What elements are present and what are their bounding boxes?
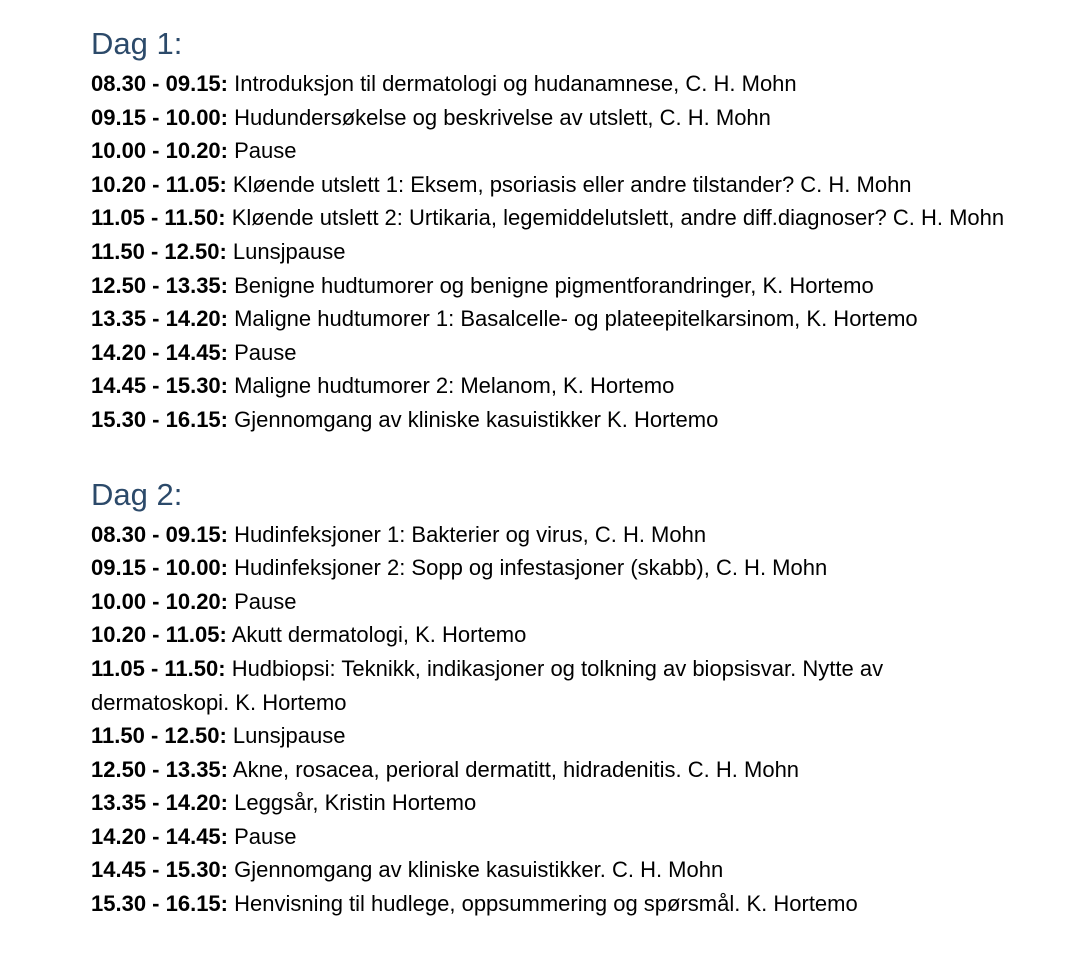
day-1-section xyxy=(91,26,1011,437)
schedule-entry xyxy=(91,336,1011,370)
entry-description: Akne, rosacea, perioral dermatitt, hidradenitis. C. H. Mohn xyxy=(232,756,800,782)
day-heading: Dag 2: xyxy=(91,476,183,512)
entry-time: 11.50 - 12.50: xyxy=(91,238,227,264)
schedule-entry xyxy=(91,853,1011,887)
entry-description: Pause xyxy=(234,588,297,614)
schedule-entry xyxy=(91,101,1011,135)
schedule-entry xyxy=(91,235,1011,269)
entry-time: 11.05 - 11.50: xyxy=(91,655,226,681)
entry-description: Gjennomgang av kliniske kasuistikker K. Hortemo xyxy=(234,406,719,432)
day-heading: Dag 1: xyxy=(91,26,183,61)
schedule-entry xyxy=(91,786,1011,820)
schedule-entry xyxy=(91,719,1011,753)
entry-description: Hudinfeksjoner 2: Sopp og infestasjoner (skabb), C. H. Mohn xyxy=(234,555,828,581)
schedule-entry xyxy=(91,403,1011,437)
entry-description: Henvisning til hudlege, oppsummering og spørsmål. K. Hortemo xyxy=(234,891,858,917)
schedule-entry xyxy=(91,269,1011,303)
entry-description: Benigne hudtumorer og benigne pigmentforandringer, K. Hortemo xyxy=(234,272,874,298)
entry-description: Pause xyxy=(234,823,297,849)
entry-time: 14.45 - 15.30: xyxy=(91,857,228,883)
schedule-entry xyxy=(91,168,1011,202)
schedule-entry xyxy=(91,820,1011,854)
entry-time: 08.30 - 09.15: xyxy=(91,521,228,547)
entry-time: 10.20 - 11.05: xyxy=(91,622,227,648)
entry-time: 12.50 - 13.35: xyxy=(91,756,228,782)
entry-description: Kløende utslett 2: Urtikaria, legemiddelutslett, andre diff.diagnoser? C. H. Mohn xyxy=(231,205,1005,231)
entry-time: 14.20 - 14.45: xyxy=(91,339,228,365)
entry-description: Kløende utslett 1: Eksem, psoriasis eller andre tilstander? C. H. Mohn xyxy=(232,171,912,197)
schedule-entry xyxy=(91,753,1011,787)
schedule-entry xyxy=(91,887,1011,921)
entry-time: 09.15 - 10.00: xyxy=(91,104,228,130)
entry-description: Hudinfeksjoner 1: Bakterier og virus, C. H. Mohn xyxy=(234,521,707,547)
entry-description: Maligne hudtumorer 1: Basalcelle- og plateepitelkarsinom, K. Hortemo xyxy=(234,306,918,332)
entry-description: Hudbiopsi: Teknikk, indikasjoner og tolkning av biopsisvar. Nytte av dermatoskopi. K. Hortemo xyxy=(91,655,884,715)
entry-time: 09.15 - 10.00: xyxy=(91,555,228,581)
entry-description: Lunsjpause xyxy=(232,238,346,264)
entry-description: Pause xyxy=(234,339,297,365)
program-content xyxy=(91,26,1011,921)
entry-description: Lunsjpause xyxy=(232,723,346,749)
entry-description: Akutt dermatologi, K. Hortemo xyxy=(231,622,527,648)
entry-time: 11.50 - 12.50: xyxy=(91,723,227,749)
day-2-section xyxy=(91,477,1011,921)
entry-time: 15.30 - 16.15: xyxy=(91,891,228,917)
entry-time: 14.45 - 15.30: xyxy=(91,373,228,399)
entry-description: Introduksjon til dermatologi og hudanamnese, C. H. Mohn xyxy=(234,71,797,96)
entry-description: Leggsår, Kristin Hortemo xyxy=(234,790,477,816)
schedule-entry xyxy=(91,67,1011,101)
schedule-entry xyxy=(91,134,1011,168)
entry-description: Gjennomgang av kliniske kasuistikker. C. H. Mohn xyxy=(234,857,724,883)
entry-time: 14.20 - 14.45: xyxy=(91,823,228,849)
entry-time: 10.00 - 10.20: xyxy=(91,138,228,164)
entry-time: 15.30 - 16.15: xyxy=(91,406,228,432)
entry-description: Maligne hudtumorer 2: Melanom, K. Hortemo xyxy=(234,373,675,399)
entry-time: 12.50 - 13.35: xyxy=(91,272,228,298)
schedule-entry xyxy=(91,551,1011,585)
entry-time: 08.30 - 09.15: xyxy=(91,71,228,96)
schedule-entry xyxy=(91,201,1011,235)
schedule-list xyxy=(91,518,1011,921)
entry-description: Pause xyxy=(234,138,297,164)
entry-time: 13.35 - 14.20: xyxy=(91,790,228,816)
schedule-entry xyxy=(91,652,1011,719)
entry-description: Hudundersøkelse og beskrivelse av utslett, C. H. Mohn xyxy=(234,104,771,130)
schedule-entry xyxy=(91,618,1011,652)
entry-time: 10.20 - 11.05: xyxy=(91,171,227,197)
schedule-entry xyxy=(91,302,1011,336)
entry-time: 13.35 - 14.20: xyxy=(91,306,228,332)
entry-time: 11.05 - 11.50: xyxy=(91,205,226,231)
schedule-list xyxy=(91,67,1011,437)
entry-time: 10.00 - 10.20: xyxy=(91,588,228,614)
schedule-entry xyxy=(91,585,1011,619)
schedule-entry xyxy=(91,369,1011,403)
schedule-entry xyxy=(91,518,1011,552)
